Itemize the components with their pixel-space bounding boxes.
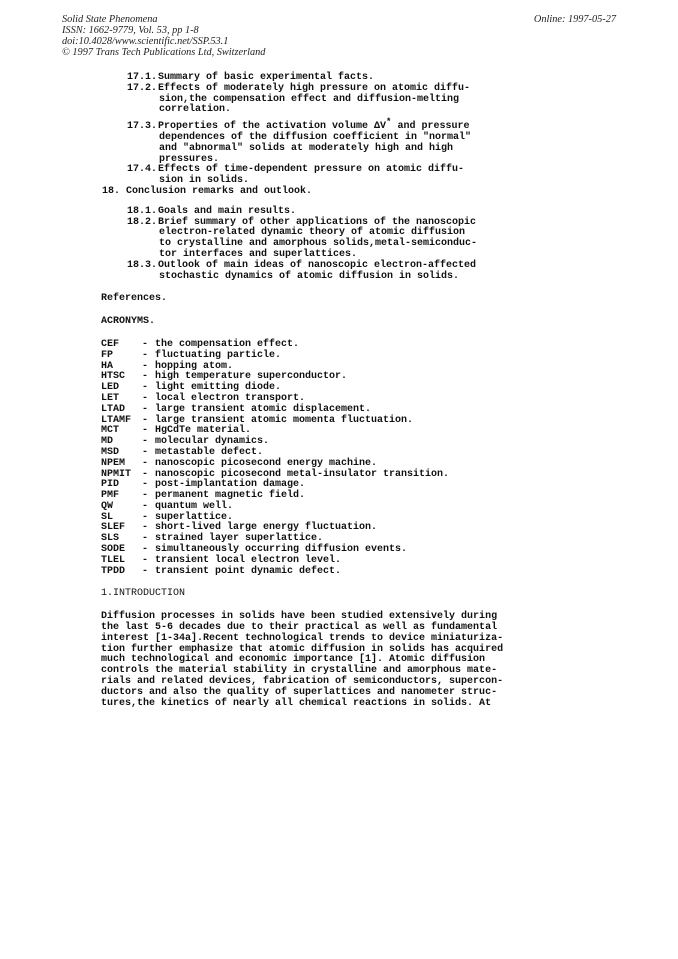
toc-text: Summary of basic experimental facts. — [158, 72, 375, 83]
acronym-abbr: MD — [101, 436, 114, 448]
toc-item-18-2 — [127, 218, 547, 261]
toc-number: 18.2. — [127, 216, 158, 228]
acronym-definition: permanent magnetic field. — [155, 490, 306, 502]
toc-text: and "abnormal" solids at moderately high and high — [159, 142, 454, 154]
acronym-dash: - — [142, 554, 149, 566]
acronym-dash: - — [142, 382, 149, 394]
acronym-definition: transient point dynamic defect. — [155, 565, 342, 577]
acronym-definition: transient local electron level. — [155, 554, 342, 566]
paragraph-line: the last 5-6 decades due to their practical as well as fundamental — [101, 622, 498, 634]
acronym-abbr: SL — [101, 511, 114, 523]
copyright-line: © 1997 Trans Tech Publications Ltd, Switzerland — [62, 47, 266, 58]
acronym-abbr: HA — [101, 360, 114, 372]
toc-number: 17.2. — [127, 82, 158, 94]
acronym-definition: local electron transport. — [155, 392, 306, 404]
introduction-heading: 1.INTRODUCTION — [101, 588, 186, 600]
acronym-abbr: SLEF — [101, 522, 126, 534]
acronyms-heading: ACRONYMS. — [101, 316, 156, 328]
acronym-dash: - — [142, 338, 149, 350]
acronym-abbr: NPMIT — [101, 468, 132, 480]
toc-number: 18.1. — [127, 205, 158, 217]
acronym-definition: large transient atomic momenta fluctuation. — [155, 414, 414, 426]
journal-name: Solid State Phenomena — [62, 14, 158, 25]
toc-number: 17.3. — [127, 121, 158, 133]
acronym-abbr: SODE — [101, 544, 126, 556]
toc-text: sion in solids. — [159, 175, 250, 187]
paragraph-line: ductors and also the quality of superlattices and nanometer struc- — [101, 686, 498, 698]
acronym-abbr: MSD — [101, 446, 120, 458]
online-date: Online: 1997-05-27 — [533, 14, 616, 25]
toc-item-18-1 — [127, 207, 547, 218]
acronym-dash: - — [142, 500, 149, 512]
issn-line: ISSN: 1662-9779, Vol. 53, pp 1-8 — [62, 25, 199, 36]
acronym-dash: - — [142, 511, 149, 523]
acronym-dash: - — [142, 479, 149, 491]
acronym-definition: nanoscopic picosecond energy machine. — [155, 457, 378, 469]
acronym-dash: - — [142, 490, 149, 502]
acronym-abbr: LTAMF — [101, 414, 132, 426]
acronym-definition: HgCdTe material. — [155, 425, 252, 437]
introduction-paragraph — [101, 612, 549, 709]
acronym-dash: - — [142, 565, 149, 577]
acronym-dash: - — [142, 349, 149, 361]
toc-text: stochastic dynamics of atomic diffusion in solids. — [159, 270, 460, 282]
toc-number: 17.1. — [127, 72, 158, 83]
acronym-abbr: QW — [101, 500, 114, 512]
acronym-definition: molecular dynamics. — [155, 436, 270, 448]
doi-line: doi:10.4028/www.scientific.net/SSP.53.1 — [62, 36, 229, 47]
acronym-abbr: NPEM — [101, 457, 126, 469]
acronym-dash: - — [142, 446, 149, 458]
acronym-definition: simultaneously occurring diffusion events. — [155, 544, 408, 556]
acronym-dash: - — [142, 414, 149, 426]
acronym-abbr: LTAD — [101, 403, 126, 415]
acronym-abbr: PMF — [101, 490, 120, 502]
toc-text: Conclusion remarks and outlook. — [126, 185, 313, 197]
acronym-abbr: LET — [101, 392, 120, 404]
superscript-star: * — [386, 117, 392, 128]
acronym-dash: - — [142, 403, 149, 415]
toc-text: Goals and main results. — [158, 205, 297, 217]
acronym-definition: quantum well. — [155, 500, 234, 512]
acronym-dash: - — [142, 371, 149, 383]
acronym-abbr: TPDD — [101, 565, 126, 577]
acronym-abbr: SLS — [101, 533, 120, 545]
acronym-row — [101, 351, 678, 362]
paragraph-line: tion further emphasize that atomic diffusion in solids has acquired — [101, 643, 504, 655]
acronym-row — [101, 459, 678, 470]
toc-number: 17.4. — [127, 164, 158, 176]
paragraph-line: Diffusion processes in solids have been studied extensively during — [101, 611, 498, 623]
toc-text: Effects of time-dependent pressure on atomic diffu- — [158, 164, 465, 176]
paragraph-line: much technological and economic importance [1]. Atomic diffusion — [101, 654, 486, 666]
toc-item-17-2 — [127, 84, 547, 116]
acronym-definition: hopping atom. — [155, 360, 234, 372]
toc-item-17-3 — [127, 117, 547, 165]
toc-text: dependences of the diffusion coefficient in "normal" — [159, 131, 472, 143]
toc-text: electron-related dynamic theory of atomic diffusion — [159, 227, 466, 239]
acronym-list — [0, 340, 678, 578]
acronym-abbr: TLEL — [101, 554, 126, 566]
acronym-abbr: MCT — [101, 425, 120, 437]
toc-text: to crystalline and amorphous solids,metal-semiconduc- — [159, 238, 478, 250]
acronym-definition: short-lived large energy fluctuation. — [155, 522, 378, 534]
toc-text-part: and pressure — [391, 121, 470, 133]
page-content — [0, 73, 678, 709]
acronym-definition: the compensation effect. — [155, 338, 300, 350]
toc-item-18 — [102, 187, 522, 198]
toc-text: tor interfaces and superlattices. — [159, 248, 358, 260]
acronym-dash: - — [142, 360, 149, 372]
paragraph-line: controls the material stability in crystalline and amorphous mate- — [101, 665, 498, 677]
acronym-definition: light emitting diode. — [155, 382, 282, 394]
page-header — [62, 14, 618, 58]
acronym-definition: nanoscopic picosecond metal-insulator transition. — [155, 468, 450, 480]
acronym-dash: - — [142, 457, 149, 469]
acronym-row — [101, 567, 678, 578]
acronym-dash: - — [142, 522, 149, 534]
acronym-definition: large transient atomic displacement. — [155, 403, 372, 415]
acronym-definition: post-implantation damage. — [155, 479, 306, 491]
toc-item-18-3 — [127, 261, 547, 283]
acronym-row — [101, 405, 678, 416]
toc-item-17-4 — [127, 165, 547, 187]
acronym-definition: fluctuating particle. — [155, 349, 282, 361]
toc-number: 18.3. — [127, 259, 158, 271]
acronym-abbr: PID — [101, 479, 120, 491]
acronym-abbr: FP — [101, 349, 114, 361]
paragraph-line: rials and related devices, fabrication of semiconductors, supercon- — [101, 676, 504, 688]
paragraph-line: interest [1-34a].Recent technological trends to device miniaturiza- — [101, 632, 504, 644]
paragraph-line: tures,the kinetics of nearly all chemical reactions in solids. At — [101, 697, 492, 709]
acronym-definition: superlattice. — [155, 511, 234, 523]
acronym-abbr: LED — [101, 382, 120, 394]
acronym-dash: - — [142, 544, 149, 556]
toc-text: Outlook of main ideas of nanoscopic electron-affected — [158, 259, 477, 271]
acronym-abbr: HTSC — [101, 371, 126, 383]
acronym-definition: high temperature superconductor. — [155, 371, 348, 383]
acronym-dash: - — [142, 425, 149, 437]
toc-text: sion,the compensation effect and diffusion-melting — [159, 93, 460, 105]
acronym-dash: - — [142, 533, 149, 545]
toc-text-part: Properties of the activation volume ΔV — [158, 121, 387, 133]
acronym-dash: - — [142, 392, 149, 404]
acronym-abbr: CEF — [101, 338, 120, 350]
toc-number: 18. — [102, 185, 121, 197]
toc-text: Brief summary of other applications of the nanoscopic — [158, 216, 477, 228]
acronym-dash: - — [142, 436, 149, 448]
toc-text: Effects of moderately high pressure on atomic diffu- — [158, 82, 471, 94]
acronym-dash: - — [142, 468, 149, 480]
acronym-definition: strained layer superlattice. — [155, 533, 324, 545]
toc-text: correlation. — [159, 104, 232, 116]
references-heading: References. — [101, 293, 168, 305]
toc-text: pressures. — [159, 153, 220, 165]
acronym-definition: metastable defect. — [155, 446, 264, 458]
